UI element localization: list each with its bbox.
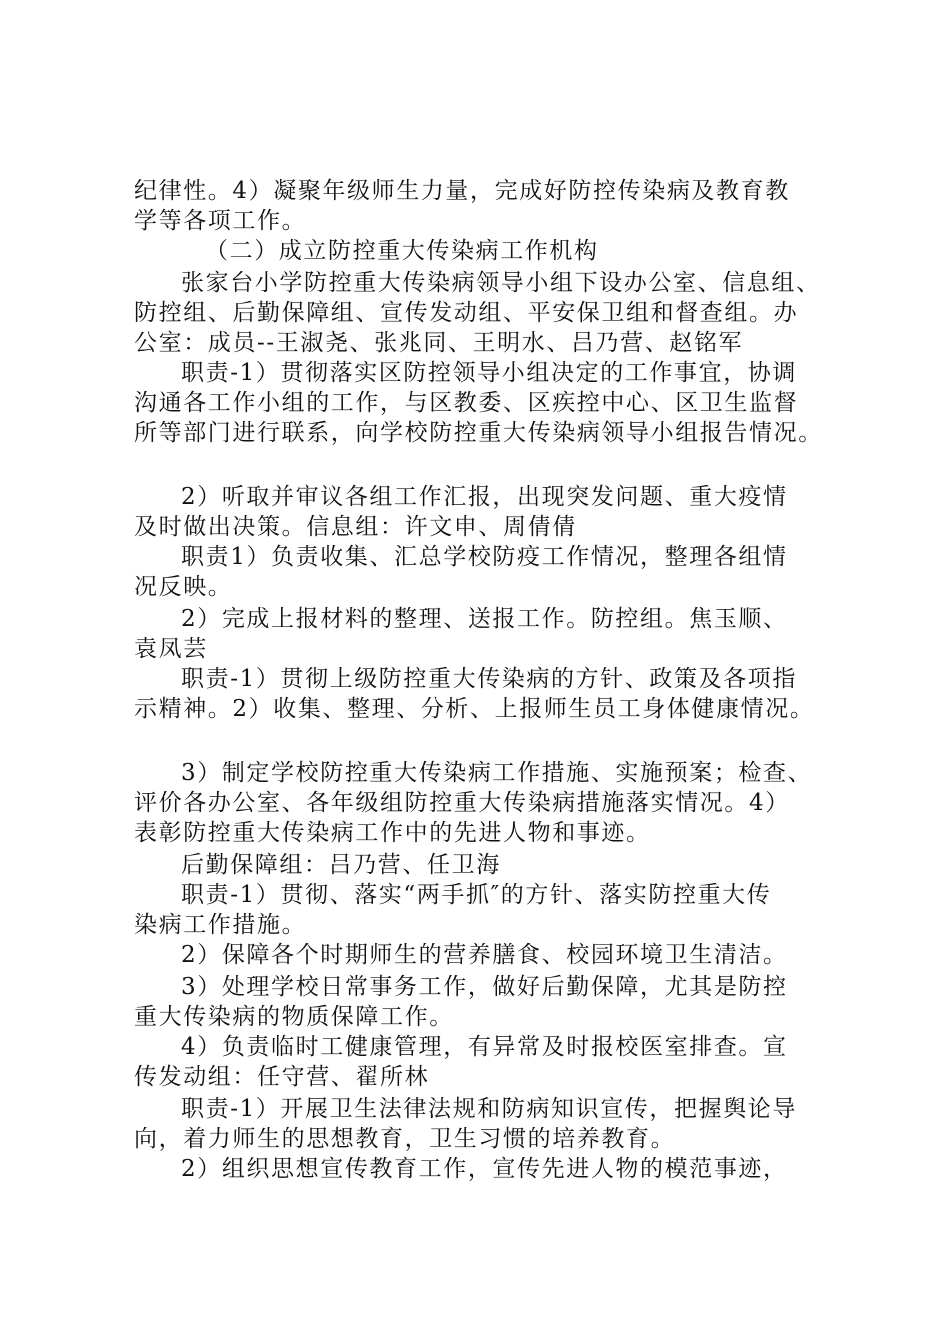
text-line: 2）完成上报材料的整理、送报工作。防控组。焦玉顺、 [181,606,788,632]
text-line: 传发动组：任守营、翟所林 [134,1064,430,1090]
text-line: 职责-1）开展卫生法律法规和防病知识宣传，把握舆论导 [181,1096,798,1122]
text-line: 示精神。2）收集、整理、分析、上报师生员工身体健康情况。 [134,696,815,722]
text-line: 职责-1）贯彻上级防控重大传染病的方针、政策及各项指 [181,666,798,692]
text-line: 职责-1）贯彻落实区防控领导小组决定的工作事宜，协调 [181,360,798,386]
text-line: 后勤保障组：吕乃营、任卫海 [181,852,501,878]
text-line: 2）听取并审议各组工作汇报，出现突发问题、重大疫情 [181,484,788,510]
text-line: 学等各项工作。 [134,208,307,234]
text-line: 张家台小学防控重大传染病领导小组下设办公室、信息组、 [181,270,821,296]
text-line: 防控组、后勤保障组、宣传发动组、平安保卫组和督查组。办 [134,300,799,326]
text-line: 职责1）负责收集、汇总学校防疫工作情况，整理各组情 [181,544,788,570]
text-line: 袁凤芸 [134,636,208,662]
text-line: 况反映。 [134,574,233,600]
text-line: 3）制定学校防控重大传染病工作措施、实施预案；检查、 [181,760,813,786]
text-line: 职责-1）贯彻、落实“两手抓″的方针、落实防控重大传 [181,882,772,908]
text-line: 纪律性。4）凝聚年级师生力量，完成好防控传染病及教育教 [134,178,790,204]
text-line: 染病工作措施。 [134,912,307,938]
text-line: 重大传染病的物质保障工作。 [134,1004,454,1030]
text-line: 3）处理学校日常事务工作，做好后勤保障，尤其是防控 [181,974,788,1000]
text-line: 沟通各工作小组的工作，与区教委、区疾控中心、区卫生监督 [134,390,799,416]
text-line: 4）负责临时工健康管理，有异常及时报校医室排查。宣 [181,1034,788,1060]
text-line: 所等部门进行联系，向学校防控重大传染病领导小组报告情况。 [134,420,823,446]
text-line: 公室：成员--王淑尧、张兆同、王明水、吕乃营、赵铭军 [134,330,744,356]
text-line: 表彰防控重大传染病工作中的先进人物和事迹。 [134,820,651,846]
text-line: 评价各办公室、各年级组防控重大传染病措施落实情况。4） [134,790,790,816]
text-line: 向，着力师生的思想教育，卫生习惯的培养教育。 [134,1126,676,1152]
section-heading: （二）成立防控重大传染病工作机构 [205,238,599,264]
text-line: 2）组织思想宣传教育工作，宣传先进人物的模范事迹， [181,1156,788,1182]
text-line: 及时做出决策。信息组：许文申、周倩倩 [134,514,577,540]
text-line: 2）保障各个时期师生的营养膳食、校园环境卫生清洁。 [181,942,788,968]
